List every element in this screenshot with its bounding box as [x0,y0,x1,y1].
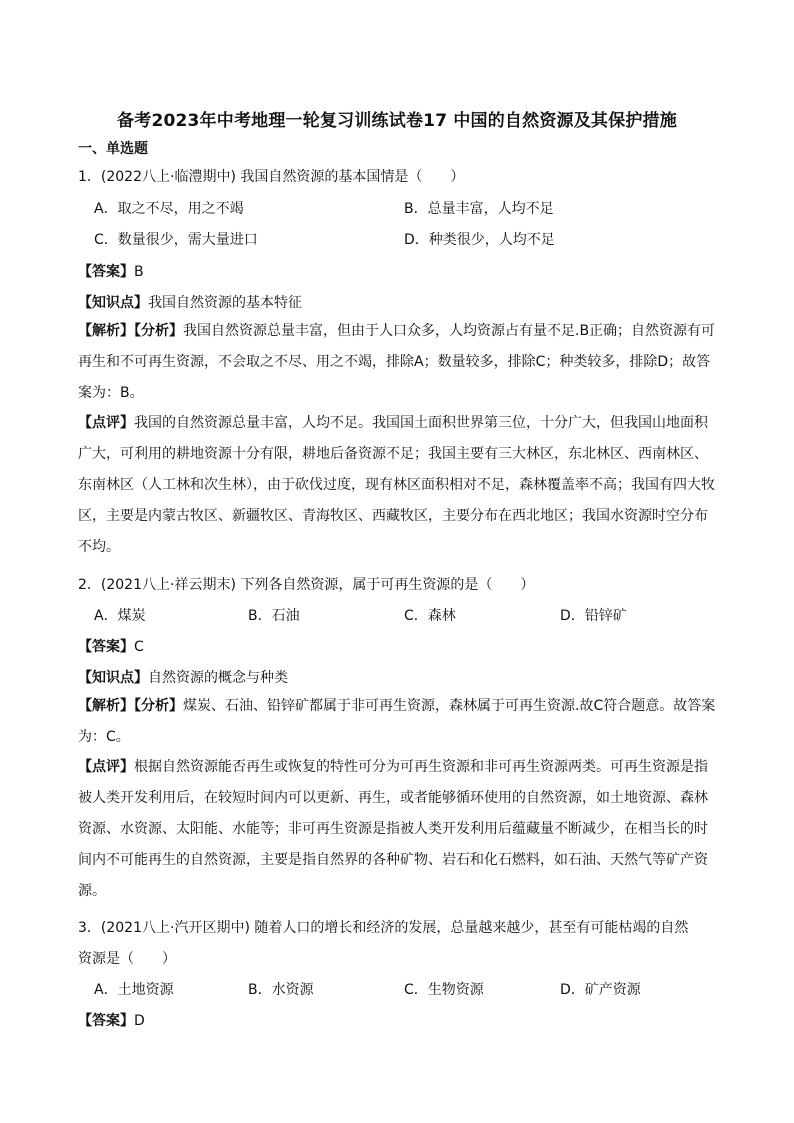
answer-value: D [134,1013,145,1029]
knowledge-tag: 【知识点】 [78,295,148,311]
answer-tag: 【答案】 [78,639,134,655]
answer-tag: 【答案】 [78,1013,134,1029]
q3-option-b: B．水资源 [248,982,314,998]
analysis-text: 我国自然资源总量丰富，但由于人口众多，人均资源占有量不足.B正确；自然资源有可再生和不可再生资源，不会取之不尽、用之不竭，排除A；数量较多，排除C；种类较多，排除D；故答案为：B。 [78,323,716,401]
q1-comment [78,408,718,563]
q1-option-c: C．数量很少，需大量进口 [94,232,258,248]
q1-option-d: D．种类很少，人均不足 [404,232,555,248]
q3-answer [78,1010,145,1030]
q2-comment [78,752,718,907]
question-1-stem: 1．(2022八上·临澧期中) 我国自然资源的基本国情是（ ） [78,169,465,185]
analysis-text: 煤炭、石油、铅锌矿都属于非可再生资源，森林属于可再生资源.故C符合题意。故答案为：C。 [78,698,716,745]
q3-option-d: D．矿产资源 [560,982,641,998]
answer-value: C [134,639,144,655]
knowledge-value: 我国自然资源的基本特征 [148,295,302,311]
comment-tag: 【点评】 [78,759,134,775]
answer-tag: 【答案】 [78,264,134,280]
q2-option-b: B．石油 [248,608,300,624]
q2-analysis [78,691,718,753]
q2-option-c: C．森林 [404,608,456,624]
page-title: 备考2023年中考地理一轮复习训练试卷17 中国的自然资源及其保护措施 [117,111,677,131]
comment-tag: 【点评】 [78,415,134,431]
section-heading: 一、单选题 [78,141,148,157]
q2-option-d: D．铅锌矿 [560,608,627,624]
comment-text: 我国的自然资源总量丰富，人均不足。我国国土面积世界第三位，十分广大，但我国山地面积广大，可利用的耕地资源十分有限，耕地后备资源不足；我国主要有三大林区，东北林区、西南林区、东南林区（人工林和次生林），由于砍伐过度，现有林区面积相对不足，森林覆盖率不高；我国有四大牧区，主要是内蒙古牧区、新疆牧区、青海牧区、西藏牧区，主要分布在西北地区；我国水资源时空分布不均。 [78,415,715,555]
question-3-stem-line-2: 资源是（ ） [78,951,176,967]
q3-option-a: A．土地资源 [94,982,174,998]
q3-option-c: C．生物资源 [404,982,484,998]
q2-knowledge-point [78,667,288,687]
analysis-tag: 【解析】【分析】 [78,323,183,339]
q1-option-a: A．取之不尽，用之不竭 [94,201,244,217]
question-2-stem: 2．(2021八上·祥云期末) 下列各自然资源，属于可再生资源的是（ ） [78,577,535,593]
q1-answer [78,261,144,281]
knowledge-tag: 【知识点】 [78,670,148,686]
question-3-stem-line-1: 3．(2021八上·汽开区期中) 随着人口的增长和经济的发展，总量越来越少，甚至有可能枯竭的自然 [78,920,689,936]
comment-text: 根据自然资源能否再生或恢复的特性可分为可再生资源和非可再生资源两类。可再生资源是指被人类开发利用后，在较短时间内可以更新、再生，或者能够循环使用的自然资源，如土地资源、森林资源、水资源、太阳能、水能等；非可再生资源是指被人类开发利用后蕴藏量不断减少，在相当长的时间内不可能再生的自然资源，主要是指自然界的各种矿物、岩石和化石燃料，如石油、天然气等矿产资源。 [78,759,708,899]
q1-knowledge-point [78,292,302,312]
q2-option-a: A．煤炭 [94,608,146,624]
q1-option-b: B．总量丰富，人均不足 [404,201,554,217]
knowledge-value: 自然资源的概念与种类 [148,670,288,686]
analysis-tag: 【解析】【分析】 [78,698,183,714]
q2-answer [78,636,144,656]
q1-analysis [78,316,718,409]
answer-value: B [134,264,144,280]
